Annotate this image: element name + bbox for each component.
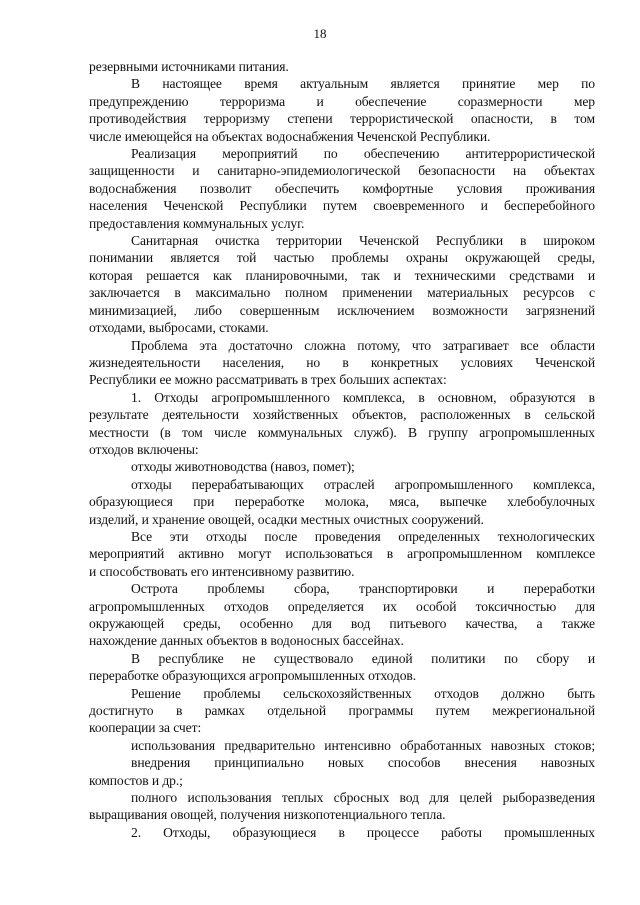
text-line: отходов включены: xyxy=(89,441,199,457)
text-line: отходы животноводства (навоз, помет); xyxy=(131,459,355,475)
text-line: полного использования теплых сбросных вод для целей рыборазведения xyxy=(131,790,595,806)
text-line: внедрения принципиально новых способов внесения навозных xyxy=(131,755,595,771)
text-line: Реализация мероприятий по обеспечению антитеррористической xyxy=(131,146,595,162)
text-line: предупреждению терроризма и обеспечение соразмерности мер xyxy=(89,93,595,109)
text-line: защищенности и санитарно-эпидемиологической безопасности на объектах xyxy=(89,163,595,179)
text-line: Республики ее можно рассматривать в трех больших аспектах: xyxy=(89,372,447,388)
document-body xyxy=(89,58,595,841)
text-line: и способствовать его интенсивному развитию. xyxy=(89,563,355,579)
text-line: противодействия терроризму степени террористической опасности, в том xyxy=(89,111,595,127)
text-line: образующиеся при переработке молока, мяса, выпечке хлебобулочных xyxy=(89,494,595,510)
page-number: 18 xyxy=(313,26,327,41)
text-line: заключается в максимально полном применении материальных ресурсов с xyxy=(89,285,595,301)
text-line: В настоящее время актуальным является принятие мер по xyxy=(131,76,595,92)
text-line: нахождение данных объектов в водоносных бассейнах. xyxy=(89,633,404,649)
text-line: В республике не существовало единой политики по сбору и xyxy=(131,650,595,666)
text-line: отходы перерабатывающих отраслей агропромышленного комплекса, xyxy=(131,476,595,492)
text-line: переработке образующихся агропромышленных отходов. xyxy=(89,668,417,684)
text-line: Острота проблемы сбора, транспортировки и переработки xyxy=(131,581,595,597)
text-line: числе имеющейся на объектах водоснабжения Чеченской Республики. xyxy=(89,128,491,144)
text-line: местности (в том числе коммунальных служб). В группу агропромышленных xyxy=(89,424,595,440)
text-line: использования предварительно интенсивно обработанных навозных стоков; xyxy=(131,737,595,753)
text-line: Проблема эта достаточно сложна потому, что затрагивает все области xyxy=(131,337,595,353)
text-line: мероприятий активно могут использоваться в агропромышленном комплексе xyxy=(89,546,595,562)
text-line: отходами, выбросами, стоками. xyxy=(89,320,269,336)
text-line: Все эти отходы после проведения определенных технологических xyxy=(131,528,595,544)
text-line: понимании является той частью проблемы охраны окружающей среды, xyxy=(89,250,595,266)
text-line: достигнуто в рамках отдельной программы путем межрегиональной xyxy=(89,703,595,719)
text-line: результате деятельности хозяйственных объектов, расположенных в сельской xyxy=(89,407,595,423)
text-line: компостов и др.; xyxy=(89,772,183,788)
text-line: предоставления коммунальных услуг. xyxy=(89,215,305,231)
text-line: выращивания овощей, получения низкопотенциального тепла. xyxy=(89,807,446,823)
text-line: 2. Отходы, образующиеся в процессе работы промышленных xyxy=(131,824,595,840)
text-line: Решение проблемы сельскохозяйственных отходов должно быть xyxy=(131,685,595,701)
text-line: агропромышленных отходов определяется их особой токсичностью для xyxy=(89,598,595,614)
text-line: которая решается как планировочными, так и техническими средствами и xyxy=(89,267,595,283)
text-line: изделий, и хранение овощей, осадки местных очистных сооружений. xyxy=(89,511,484,527)
text-line: населения Чеченской Республики путем своевременного и бесперебойного xyxy=(89,198,595,214)
text-line: резервными источниками питания. xyxy=(89,59,289,74)
text-line: кооперации за счет: xyxy=(89,720,202,736)
text-line: водоснабжения позволит обеспечить комфортные условия проживания xyxy=(89,180,595,196)
text-line: жизнедеятельности населения, но в конкретных условиях Чеченской xyxy=(89,354,595,370)
text-line: Санитарная очистка территории Чеченской Республики в широком xyxy=(131,233,595,249)
text-line: минимизацией, либо совершенным исключением возможности загрязнений xyxy=(89,302,595,318)
text-line: 1. Отходы агропромышленного комплекса, в основном, образуются в xyxy=(131,389,595,405)
text-line: окружающей среды, особенно для вод питьевого качества, а также xyxy=(89,616,595,631)
